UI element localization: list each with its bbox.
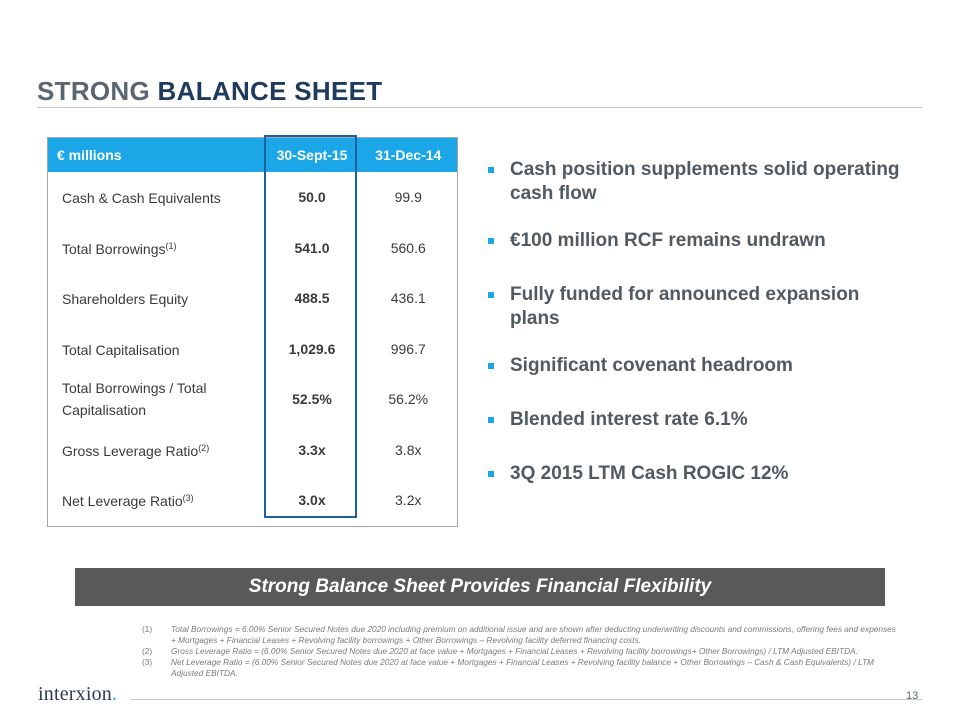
footnote-number: (3) bbox=[142, 657, 153, 667]
bullet-square-icon bbox=[488, 417, 494, 423]
row-label: Total Capitalisation bbox=[62, 341, 180, 358]
prior-value: 436.1 bbox=[390, 290, 426, 307]
footnote bbox=[142, 657, 902, 679]
bullet-square-icon bbox=[488, 471, 494, 477]
prior-value: 996.7 bbox=[390, 340, 426, 357]
current-value: 50.0 bbox=[298, 189, 326, 206]
row-label: Total Borrowings$^{(1)}$ bbox=[62, 240, 177, 257]
bullet-square-icon bbox=[488, 363, 494, 369]
footnote-text: Gross Leverage Ratio = (6.00% Senior Secured Notes due 2020 at face value + Mortgages + Financial Leases + Revolving facility borrowings+ Other Borrowings) / LTM Adjusted EBITDA. bbox=[171, 646, 858, 656]
table-row bbox=[48, 324, 458, 375]
current-value: 488.5 bbox=[294, 290, 330, 307]
header-current-period: 30-Sept-15 bbox=[265, 138, 360, 173]
page-number: 13 bbox=[906, 690, 919, 702]
page-title bbox=[37, 74, 382, 108]
prior-value: 560.6 bbox=[390, 239, 426, 256]
current-value: 541.0 bbox=[294, 239, 330, 256]
row-label: Gross Leverage Ratio$^{(2)}$ bbox=[62, 442, 210, 459]
footnote-text: Net Leverage Ratio = (6.00% Senior Secured Notes due 2020 at face value + Mortgages + Financial Leases + Revolving facility balance + Other Borrowings – Cash & Cash Equivalents) / LTM Adjusted EBITDA. bbox=[171, 657, 874, 678]
title-divider bbox=[37, 107, 922, 108]
balance-sheet-table-container bbox=[47, 137, 457, 522]
prior-value: 3.8x bbox=[395, 441, 422, 458]
header-prior-period: 31-Dec-14 bbox=[360, 138, 458, 173]
footnote bbox=[142, 646, 902, 657]
table-row bbox=[48, 374, 458, 425]
table-row bbox=[48, 273, 458, 324]
list-item: Blended interest rate 6.1% bbox=[488, 408, 908, 432]
table-row bbox=[48, 425, 458, 476]
prior-value: 3.2x bbox=[395, 492, 422, 509]
summary-banner: Strong Balance Sheet Provides Financial Flexibility bbox=[75, 568, 885, 606]
table-row bbox=[48, 223, 458, 274]
bullet-square-icon bbox=[488, 167, 494, 173]
list-item: Fully funded for announced expansion plans bbox=[488, 283, 908, 331]
footnote-number: (1) bbox=[142, 624, 153, 634]
footer-divider bbox=[130, 699, 922, 700]
row-label: Shareholders Equity bbox=[62, 291, 189, 308]
table-header-row bbox=[48, 138, 458, 173]
table-row bbox=[48, 172, 458, 223]
row-label: Total Borrowings / Total Capitalisation bbox=[62, 379, 207, 418]
footnote-text: Total Borrowings = 6.00% Senior Secured Notes due 2020 including premium on additional issue and are shown after deducting underwriting discounts and commissions, offering fees and expenses + Mortgages + Financial Leases + Revolving facility borrowings + Other Borrowings – Revolving facility deferred financing costs. bbox=[171, 624, 896, 645]
footnote-number: (2) bbox=[142, 646, 153, 656]
current-value: 3.3x bbox=[298, 441, 326, 458]
title-part-2: BALANCE SHEET bbox=[150, 76, 383, 106]
bullet-square-icon bbox=[488, 292, 494, 298]
footnotes bbox=[142, 624, 902, 679]
title-part-1: STRONG bbox=[37, 76, 151, 106]
bullet-square-icon bbox=[488, 238, 494, 244]
current-value: 3.0x bbox=[298, 492, 326, 509]
list-item: 3Q 2015 LTM Cash ROGIC 12% bbox=[488, 462, 908, 486]
list-item: €100 million RCF remains undrawn bbox=[488, 229, 908, 253]
footnote bbox=[142, 624, 902, 646]
header-units: € millions bbox=[48, 138, 265, 173]
row-label: Net Leverage Ratio$^{(3)}$ bbox=[62, 493, 194, 510]
balance-sheet-table bbox=[47, 137, 458, 527]
prior-value: 56.2% bbox=[388, 391, 429, 408]
company-logo: interxion. bbox=[38, 683, 118, 705]
key-points-list bbox=[488, 158, 908, 486]
current-value: 52.5% bbox=[292, 391, 332, 408]
list-item: Cash position supplements solid operating cash flow bbox=[488, 158, 908, 206]
prior-value: 99.9 bbox=[394, 189, 422, 206]
row-label: Cash & Cash Equivalents bbox=[62, 190, 221, 207]
table-row bbox=[48, 475, 458, 526]
list-item: Significant covenant headroom bbox=[488, 354, 908, 378]
current-value: 1,029.6 bbox=[288, 340, 336, 357]
